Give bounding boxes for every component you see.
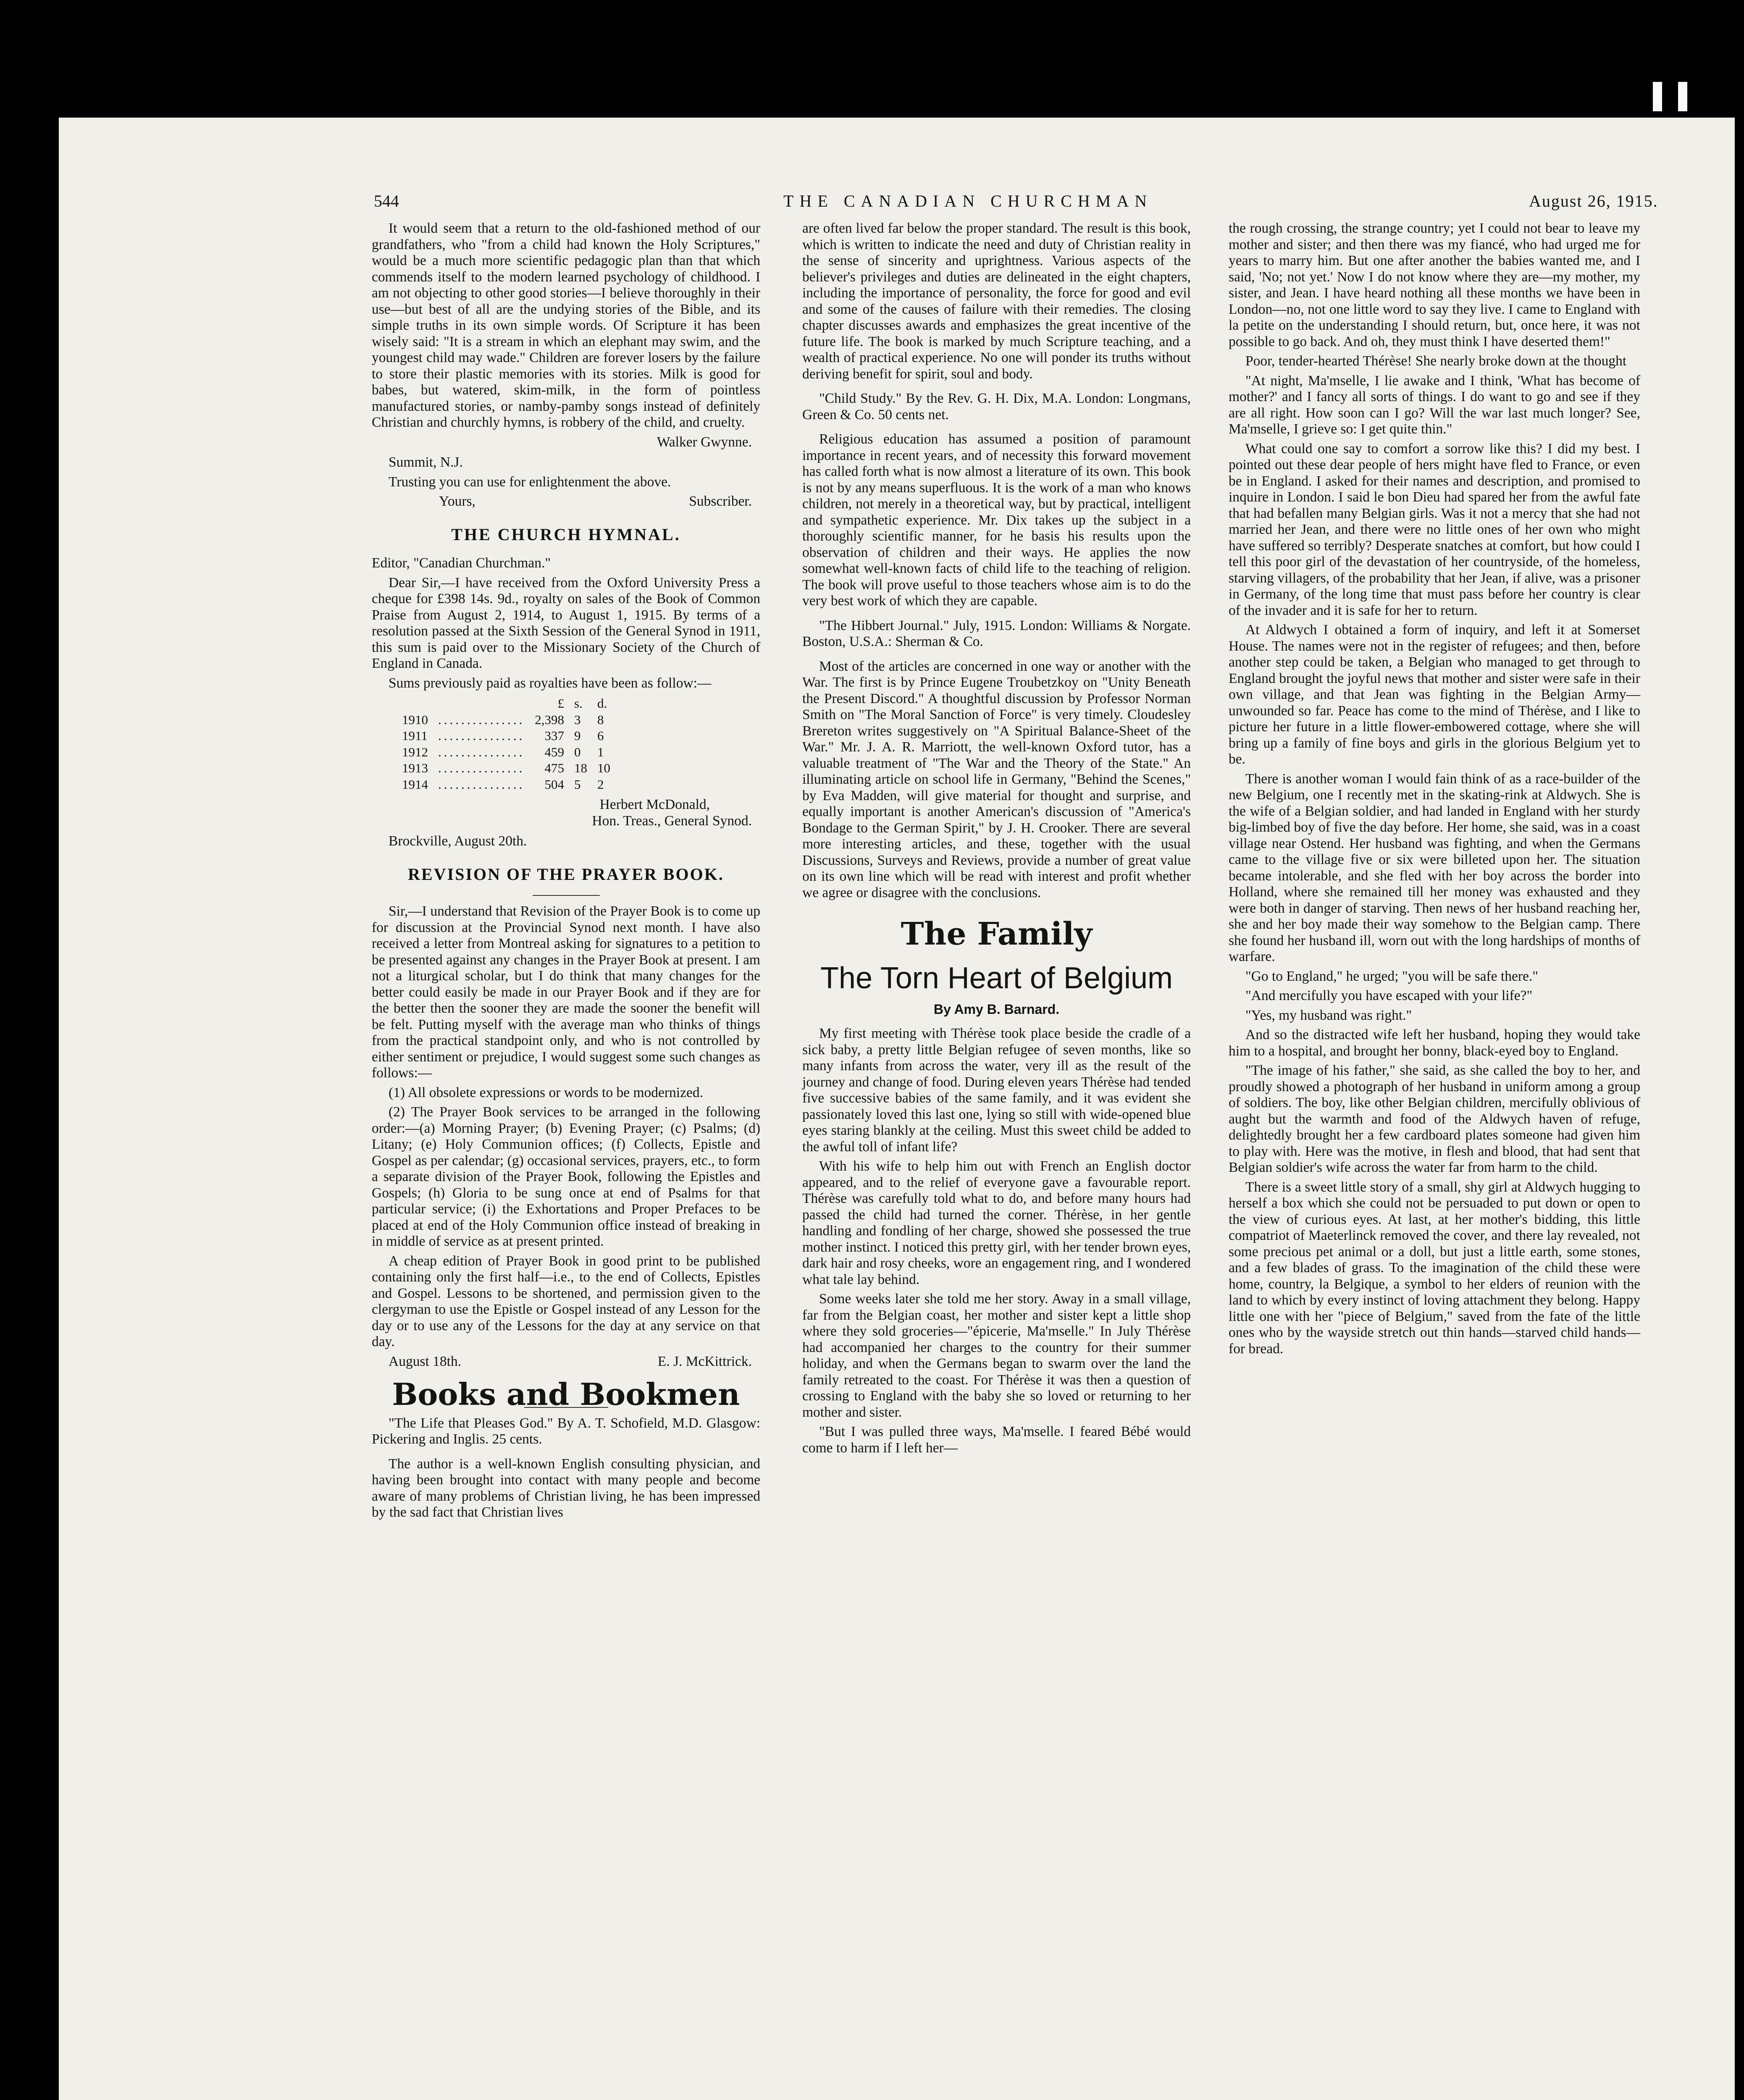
family-heading: The Family bbox=[901, 916, 1093, 952]
hymnal-signature: Herbert McDonald, bbox=[599, 797, 710, 812]
book-listing: "The Hibbert Journal." July, 1915. London: Williams & Norgate. Boston, U.S.A.: Sherman & Co. bbox=[802, 617, 1191, 649]
book-review-paragraph: The author is a well-known English consulting physician, and having been brought into contact with many people and become aware of many problems of Christian living, he has been impressed by the sad fact that Christian lives bbox=[372, 1456, 760, 1520]
revision-paragraph: (2) The Prayer Book services to be arranged in the following order:—(a) Morning Prayer; (b) Evening Prayer; (c) Psalms; (d) Litany; (e) Holy Communion offices; (f) Collects, Epistle and Gospel as per calendar; (g) occasional services, prayers, etc., to form a separate division of the Prayer Book, following the Epistles and Gospels; (h) Gloria to be sung once at end of Psalms for that particular service; (i) the Exhortations and Proper Prefaces to be placed at end of the Holy Communion office instead of breaking in in middle of service as at present printed. bbox=[372, 1104, 760, 1249]
hymnal-place: Brockville, August 20th. bbox=[389, 833, 527, 849]
book-review-paragraph: Religious education has assumed a position of paramount importance in recent years, and of necessity this forward movement has called forth what is now almost a literature of its own. This book is not by any means superfluous. It is the work of a man who knows children, not merely in a theoretical way, but by practical, intelligent and sympathetic experience. Mr. Dix takes up the subject in a thoroughly scientific manner, for he basis his results upon the observation of children and their ways. He applies the now somewhat well-known facts of child life to the teaching of religion. The book will prove useful to those teachers whose aim is to do the very best work of which they are capable. bbox=[802, 431, 1191, 609]
story-paragraph: With his wife to help him out with French an English doctor appeared, and to the relief of everyone gave a favourable report. Thérèse was carefully told what to do, and before many hours had passed the child had turned the corner. Thérèse, in her gentle handling and fondling of her charge, showed she possessed the true mother instinct. I noticed this pretty girl, with her tender brown eyes, dark hair and rosy cheeks, wore an engagement ring, and I wondered what tale lay behind. bbox=[802, 1158, 1191, 1287]
royalties-year: 1913 bbox=[402, 761, 428, 775]
royalties-head-pounds: £ bbox=[557, 696, 564, 711]
royalties-head-pence: d. bbox=[597, 696, 607, 711]
column-left bbox=[372, 220, 760, 1524]
letter-signature: Walker Gwynne. bbox=[657, 434, 752, 450]
revision-paragraph: Sir,—I understand that Revision of the Prayer Book is to come up for discussion at the Provincial Synod next month. I have also received a letter from Montreal asking for signatures to a petition to be presented against any changes in the Prayer Book at present. I am not a liturgical scholar, but I do think that many changes for the better could easily be made in our Prayer Book and if they are for the better then the sooner they are made the sooner the benefit will be felt. Putting myself with the average man who thinks of things from the practical standpoint only, and who is not controlled by either sentiment or prejudice, I would suggest some such changes as follows:— bbox=[372, 903, 760, 1081]
book-listing: "The Life that Pleases God." By A. T. Schofield, M.D. Glasgow: Pickering and Inglis. 25 cents. bbox=[372, 1415, 760, 1447]
royalties-year: 1911 bbox=[402, 728, 428, 743]
revision-closing bbox=[372, 1354, 760, 1370]
story-paragraph: And so the distracted wife left her husband, hoping they would take him to a hospital, and brought her bonny, black-eyed boy to England. bbox=[1229, 1027, 1640, 1059]
story-paragraph: "Go to England," he urged; "you will be safe there." bbox=[1245, 968, 1538, 984]
revision-paragraph: (1) All obsolete expressions or words to be modernized. bbox=[389, 1084, 703, 1100]
book-review-paragraph: are often lived far below the proper standard. The result is this book, which is written to indicate the need and duty of Christian reality in the sense of sincerity and uprightness. Various aspects of the believer's privileges and duties are delineated in the eight chapters, including the importance of personality, the force for good and evil and some of the causes of failure with their remedies. The closing chapter discusses awards and emphasizes the great incentive of the future life. The book is marked by much Scripture teaching, and a wealth of practical experience. No one will ponder its truths without deriving benefit for spirit, soul and body. bbox=[802, 220, 1191, 382]
book-listing: "Child Study." By the Rev. G. H. Dix, M.A. London: Longmans, Green & Co. 50 cents net. bbox=[802, 391, 1191, 423]
royalties-pence: 6 bbox=[597, 728, 604, 743]
story-paragraph: There is another woman I would fain think of as a race-builder of the new Belgium, one I recently met in the skating-rink at Aldwych. She is the wife of a Belgian soldier, and had landed in England with her sturdy big-limbed boy of five the day before. Her home, she said, was in a coast village near Ostend. Her husband was fighting, and when the Germans came to the village five or six were billeted upon her. The situation became intolerable, and she fled with her boy across the border into Holland, where she remained till her money was exhausted and they were both in danger of starving. Then news of her husband reaching her, she and her boy made their way somehow to the Belgian camp. There she found her husband ill, worn out with the long hardships of months of warfare. bbox=[1229, 771, 1640, 964]
story-paragraph: Poor, tender-hearted Thérèse! She nearly broke down at the thought bbox=[1245, 353, 1627, 369]
royalties-pence: 10 bbox=[597, 761, 610, 775]
royalties-year: 1912 bbox=[402, 744, 428, 759]
royalties-pounds: 475 bbox=[544, 761, 564, 775]
royalties-shillings: 9 bbox=[574, 728, 581, 743]
royalties-row: 1910 ............... 2,398 3 8 bbox=[397, 712, 615, 728]
royalties-shillings: 18 bbox=[574, 761, 587, 775]
royalties-row: 1912 ............... 459 0 1 bbox=[397, 744, 615, 761]
story-paragraph: "Yes, my husband was right." bbox=[1245, 1007, 1412, 1023]
royalties-shillings: 5 bbox=[574, 777, 581, 792]
issue-date: August 26, 1915. bbox=[1529, 192, 1658, 210]
story-paragraph: There is a sweet little story of a small, shy girl at Aldwych hugging to herself a box which she could not be persuaded to put down or open to the view of curious eyes. At last, at her mother's bidding, this little compatriot of Maeterlinck removed the cover, and there lay revealed, not some precious pet animal or a doll, but just a little earth, some stones, and a few blades of grass. To the imagination of the child these were home, country, la Belgique, a symbol to her elders of reunion with the land to which by every instinct of loving attachment they belong. Happy little one with her "piece of Belgium," saved from the fate of the little ones who by the wayside stretch out thin hands—starved child hands—for bread. bbox=[1229, 1179, 1640, 1357]
story-paragraph: "And mercifully you have escaped with your life?" bbox=[1245, 988, 1533, 1003]
section-rule bbox=[533, 895, 600, 896]
royalties-header bbox=[397, 696, 615, 712]
royalties-table bbox=[397, 696, 615, 793]
letter-closing bbox=[372, 494, 760, 510]
royalties-shillings: 3 bbox=[574, 712, 581, 727]
royalties-pence: 8 bbox=[597, 712, 604, 727]
revision-signature: E. J. McKittrick. bbox=[657, 1353, 752, 1369]
story-paragraph: "But I was pulled three ways, Ma'mselle. I feared Bébé would come to harm if I left her— bbox=[802, 1424, 1191, 1456]
revision-date: August 18th. bbox=[389, 1353, 462, 1369]
royalties-row: 1914 ............... 504 5 2 bbox=[397, 777, 615, 793]
story-paragraph: At Aldwych I obtained a form of inquiry, and left it at Somerset House. The names were not in the register of refugees; and then, before another step could be taken, a Belgian who managed to get through to England brought the joyful news that mother and sister were safe in their own village, and that Jean was fighting in the Belgian Army—unwounded so far. Peace has come to the mind of Thérèse, and I like to picture her future in a little flower-embowered cottage, where she will bring up a family of fine boys and girls in the glorious Belgium yet to be. bbox=[1229, 622, 1640, 767]
royalties-pounds: 337 bbox=[544, 728, 564, 743]
book-review-paragraph: Most of the articles are concerned in one way or another with the War. The first is by Prince Eugene Troubetzkoy on "Unity Beneath the Present Discord." A thoughtful discussion by Professor Norman Smith on "The Moral Sanction of Force" is very timely. Cloudesley Brereton writes suggestively on "A Spiritual Balance-Sheet of the War." Mr. J. A. R. Marriott, the well-known Oxford tutor, has a valuable treatment of "The War and the Theory of the State." An illuminating article on school life in Germany, "Behind the Scenes," by Eva Madden, will give material for thought and surprise, and equally important is another American's discussion of "America's Bondage to the German Spirit," by J. H. Crooker. There are several more interesting articles, and these, together with the usual Discussions, Surveys and Reviews, provide a number of great value on its own line which will be read with interest and profit whether we agree or disagree with the conclusions. bbox=[802, 658, 1191, 900]
column-right bbox=[1229, 220, 1640, 1360]
royalties-year: 1914 bbox=[402, 777, 428, 792]
story-paragraph: Some weeks later she told me her story. Away in a small village, far from the Belgian coast, her mother and sister kept a little shop where they sold groceries—"épicerie, Ma'mselle." In July Thérèse had accompanied her charges to the country for their summer holiday, and when the Germans began to swarm over the land the family retreated to the coast. For Thérèse it was then a question of crossing to England with the baby she so loved or returning to her mother and sister. bbox=[802, 1291, 1191, 1420]
royalties-pence: 2 bbox=[597, 777, 604, 792]
story-paragraph: the rough crossing, the strange country; yet I could not bear to leave my mother and sister; and then there was my fiancé, who had urged me for years to marry him. But one after another the babies wanted me, and I said, 'No; not yet.' Now I do not know where they are—my mother, my sister, and Jean. I have heard nothing all these months we have been in London—no, not one little word to say they live. I came to England with la petite on the understanding I should return, but, once here, it was not possible to go back. And oh, they must think I have deserted them!" bbox=[1229, 220, 1640, 349]
letter-paragraph: Trusting you can use for enlightenment the above. bbox=[389, 474, 671, 490]
story-byline: By Amy B. Barnard. bbox=[933, 1001, 1060, 1017]
letter-yours: Yours, bbox=[439, 494, 475, 509]
royalties-pounds: 2,398 bbox=[535, 712, 564, 727]
letter-paragraph: It would seem that a return to the old-fashioned method of our grandfathers, who "from a child had known the Holy Scriptures," would be a much more scientific pedagogic plan than that which commends itself to the modern learned psychology of childhood. I am not objecting to other good stories—I believe thoroughly in their use—but best of all are the undying stories of the Bible, and its simple truths in its own simple words. Of Scripture it has been wisely said: "It is a stream in which an elephant may swim, and the youngest child may wade." Children are forever losers by the failure to store their plastic memories with its stories. Milk is good for babes, but watered, skim-milk, in the form of pointless manufactured stories, or namby-pamby songs instead of definitely Christian and churchly hymns, is robbery of the child, and cruelty. bbox=[372, 220, 760, 430]
archive-mark-top bbox=[1653, 82, 1662, 111]
hymnal-salutation: Editor, "Canadian Churchman." bbox=[372, 555, 551, 571]
royalties-pence: 1 bbox=[597, 744, 604, 759]
column-middle bbox=[802, 220, 1191, 1460]
royalties-row: 1911 ............... 337 9 6 bbox=[397, 728, 615, 744]
masthead-title: THE CANADIAN CHURCHMAN bbox=[783, 192, 1153, 210]
letter-place: Summit, N.J. bbox=[389, 454, 463, 470]
story-title: The Torn Heart of Belgium bbox=[820, 961, 1173, 995]
story-paragraph: What could one say to comfort a sorrow like this? I did my best. I pointed out these dear people of hers might have fled to France, or even be in England. I asked for their names and description, and promised to inquire in London. I said le bon Dieu had spared her from the awful fate that had befallen many Belgian girls. Was it not a mercy that she had not married her Jean, and there were no little ones of her own who might have suffered so terribly? Desperate snatches at comfort, but how could I tell this poor girl of the devastation of her countryside, of the homeless, starving villagers, of the probability that her Jean, if alive, was a prisoner in Germany, of the long time that must pass before her country is clear of the invader and it is safe for her to return. bbox=[1229, 441, 1640, 618]
story-paragraph: "At night, Ma'mselle, I lie awake and I think, 'What has become of mother?' and I fancy all sorts of things. I do want to go and see if they are all right. How soon can I go? Will the war last much longer? See, Ma'mselle, I grieve so: I get quite thin." bbox=[1229, 373, 1640, 437]
royalties-year: 1910 bbox=[402, 712, 428, 727]
royalties-row: 1913 ............... 475 18 10 bbox=[397, 760, 615, 777]
archive-mark-top bbox=[1678, 82, 1687, 111]
royalties-shillings: 0 bbox=[574, 744, 581, 759]
royalties-pounds: 504 bbox=[544, 777, 564, 792]
hymnal-signature-title: Hon. Treas., General Synod. bbox=[592, 813, 752, 829]
hymnal-paragraph: Sums previously paid as royalties have been as follow:— bbox=[389, 675, 712, 691]
letter-signature: Subscriber. bbox=[689, 494, 752, 509]
books-heading: Books and Bookmen bbox=[392, 1376, 740, 1412]
story-paragraph: My first meeting with Thérèse took place beside the cradle of a sick baby, a pretty little Belgian refugee of seven months, like so many infants from across the water, very ill as the result of the journey and change of food. During eleven years Thérèse had tended five successive babies of the same family, and it was evident she passionately loved this last one, lying so still with wide-opened blue eyes staring blankly at the ceiling. Must this sweet child be added to the awful toll of infant life? bbox=[802, 1026, 1191, 1155]
revision-heading: REVISION OF THE PRAYER BOOK. bbox=[408, 864, 724, 884]
page-number: 544 bbox=[374, 192, 399, 210]
hymnal-heading: THE CHURCH HYMNAL. bbox=[451, 525, 681, 544]
story-paragraph: "The image of his father," she said, as she called the boy to her, and proudly showed a photograph of her husband in uniform among a group of soldiers. The boy, like other Belgian children, mercifully oblivious of aught but the warmth and food of the Aldwych haven of refuge, delightedly brought her a few cardboard plates someone had given him to play with. Here was the motive, in flesh and blood, that had sent that Belgian soldier's wife across the water far from harm to the child. bbox=[1229, 1063, 1640, 1175]
hymnal-paragraph: Dear Sir,—I have received from the Oxford University Press a cheque for £398 14s. 9d., royalty on sales of the Book of Common Praise from August 2, 1914, to August 1, 1915. By terms of a resolution passed at the Sixth Session of the General Synod in 1911, this sum is paid over to the Missionary Society of the Church of England in Canada. bbox=[372, 575, 760, 671]
royalties-head-shillings: s. bbox=[574, 696, 583, 711]
royalties-pounds: 459 bbox=[544, 744, 564, 759]
revision-paragraph: A cheap edition of Prayer Book in good print to be published containing only the first half—i.e., to the end of Collects, Epistles and Gospel. Lessons to be shortened, and permission given to the clergyman to use the Epistle or Gospel instead of any Lesson for the day or to use any of the Lessons for the day at any service on that day. bbox=[372, 1253, 760, 1349]
